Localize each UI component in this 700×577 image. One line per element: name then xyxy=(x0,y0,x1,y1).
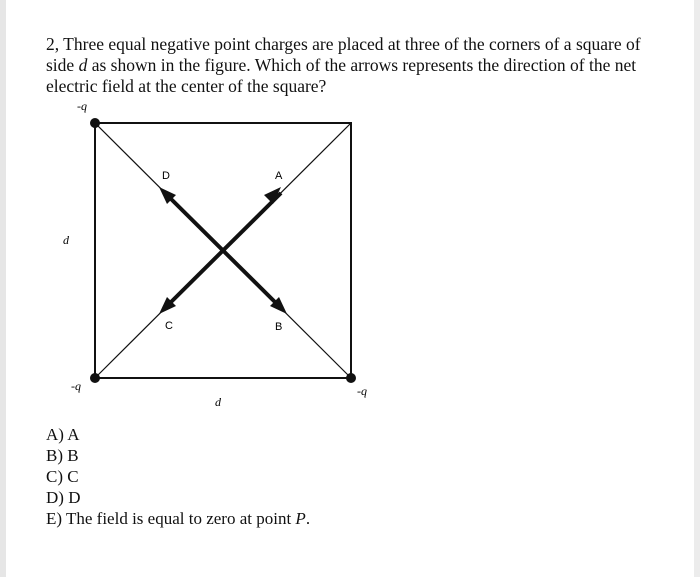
answer-text: B xyxy=(63,446,79,465)
answer-text: A xyxy=(63,425,80,444)
charge-label-bottom-left: -q xyxy=(71,379,81,393)
arrow-label-a: A xyxy=(275,170,283,182)
question-text-part1: Three equal negative point charges are placed at three of the corners of a square of side xyxy=(46,34,641,75)
page-left-border xyxy=(0,0,6,577)
answer-text: The field is equal to zero at point xyxy=(62,509,296,528)
arrow-label-b: B xyxy=(275,321,283,333)
answer-option-a[interactable] xyxy=(46,424,310,445)
question-number: 2, xyxy=(46,34,60,54)
square-diagram xyxy=(55,96,385,416)
charge-dot-top-left xyxy=(90,118,100,128)
question-text xyxy=(46,34,646,97)
side-label-left: d xyxy=(63,233,69,247)
answer-end: . xyxy=(305,509,311,528)
charge-dot-bottom-left xyxy=(90,373,100,383)
answer-text: D xyxy=(63,488,81,507)
arrow-label-c: C xyxy=(165,320,173,332)
point-variable: P xyxy=(295,509,306,528)
charge-dot-bottom-right xyxy=(346,373,356,383)
answer-letter: D) xyxy=(46,488,64,507)
answer-text: C xyxy=(63,467,79,486)
answer-option-c[interactable] xyxy=(46,466,310,487)
side-variable: d xyxy=(78,55,88,75)
answer-option-d[interactable] xyxy=(46,487,310,508)
charge-label-bottom-right: -q xyxy=(357,384,367,398)
square-figure xyxy=(55,96,385,416)
answer-letter: A) xyxy=(46,425,64,444)
answer-choices xyxy=(46,424,310,529)
side-label-bottom: d xyxy=(215,395,221,409)
answer-letter: B) xyxy=(46,446,63,465)
question-text-part2: as shown in the figure. Which of the arrows represents the direction of the net electric field at the center of the square? xyxy=(46,55,637,96)
answer-option-e[interactable] xyxy=(46,508,310,529)
page-right-border xyxy=(694,0,700,577)
arrow-label-d: D xyxy=(162,170,170,182)
answer-letter: E) xyxy=(46,509,63,528)
answer-option-b[interactable] xyxy=(46,445,310,466)
charge-label-top-left: -q xyxy=(77,99,87,113)
answer-letter: C) xyxy=(46,467,63,486)
